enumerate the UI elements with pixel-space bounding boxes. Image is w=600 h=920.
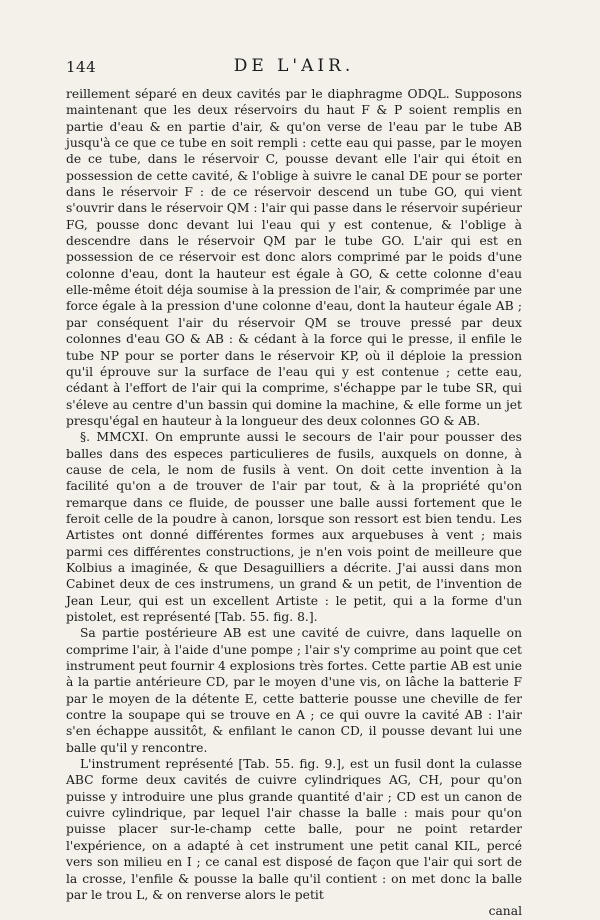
running-head: DE L'AIR.	[233, 56, 355, 76]
catchword: canal	[488, 904, 522, 919]
page-number: 144	[66, 58, 97, 76]
paragraph-continuation: reillement séparé en deux cavités par le diaphragme ODQL. Supposons maintenant que les deux réservoirs du haut F & P soient remplis en partie d'eau & en partie d'air, & qu'on verse de l'eau par le tube AB jusqu'à ce que ce tube en soit rempli : cette eau qui passe, par le moyen de ce tube, dans le réservoir C, pousse devant elle l'air qui étoit en possession de cette cavité, & l'oblige à suivre le canal DE pour se porter dans le réservoir F : de ce réservoir descend un tube GO, qui vient s'ouvrir dans le réservoir QM : l'air qui passe dans le réservoir supérieur FG, pousse donc devant lui l'eau qui y est contenue, & l'oblige à descendre dans le réservoir QM par le tube GO. L'air qui est en possession de ce réservoir est donc alors comprimé par le poids d'une colonne d'eau, dont la hauteur est égale à GO, & cette colonne d'eau elle-même étoit déja soumise à la pression de l'air, & comprimée par une force égale à la pression d'une colonne d'eau, dont la hauteur égale AB ; par conséquent l'air du réservoir QM se trouve pressé par deux colonnes d'eau GO & AB : & cédant à la force qui le presse, il enfile le tube NP pour se porter dans le réservoir KP, où il déploie la pression qu'il éprouve sur la surface de l'eau qui y est contenue ; cette eau, cédant à l'effort de l'air qui la comprime, s'échappe par le tube SR, qui s'éleve au centre d'un bassin qui domine la machine, & elle forme un jet presqu'égal en hauteur à la longueur des deux colonnes GO & AB.	[66, 87, 522, 428]
body-text	[66, 86, 522, 903]
page-header	[66, 58, 522, 84]
paragraph-pistol-description: Sa partie postérieure AB est une cavité de cuivre, dans laquelle on comprime l'air, à l'aide d'une pompe ; l'air s'y comprime au point que cet instrument peut fournir 4 explosions très fortes. Cette partie AB est unie à la partie antérieure CD, par le moyen d'une vis, on lâche la batterie F par le moyen de la détente E, cette batterie pousse une cheville de fer contre la soupape qui se trouve en A ; ce qui ouvre la cavité AB : l'air s'en échappe aussitôt, & enfilant le canon CD, il pousse devant lui une balle qu'il y rencontre.	[66, 626, 522, 755]
paragraph-section-mmcxi: §. MMCXI. On emprunte aussi le secours de l'air pour pousser des balles dans des especes particulieres de fusils, auxquels on donne, à cause de cela, le nom de fusils à vent. On doit cette invention à la facilité qu'on a de trouver de l'air par tout, & à la propriété qu'on remarque dans ce fluide, de pousser une balle aussi fortement que le feroit celle de la poudre à canon, lorsque son ressort est bien tendu. Les Artistes ont donné différentes formes aux arquebuses à vent ; mais parmi ces différentes constructions, je n'en vois point de meilleure que Kolbius a imaginée, & que Desaguilliers a décrite. J'ai aussi dans mon Cabinet deux de ces instrumens, un grand & un petit, de l'invention de Jean Leur, qui est un excellent Artiste : le petit, qui a la forme d'un pistolet, est représenté [Tab. 55. fig. 8.].	[66, 430, 522, 624]
paragraph-gun-description: L'instrument représenté [Tab. 55. fig. 9.], est un fusil dont la culasse ABC forme deux cavités de cuivre cylindriques AG, CH, pour qu'on puisse y introduire une plus grande quantité d'air ; CD est un canon de cuivre cylindrique, par lequel l'air chasse la balle : mais pour qu'on puisse placer sur-le-champ cette balle, pour ne point retarder l'expérience, on a adapté à cet instrument une petit canal KIL, percé vers son milieu en I ; ce canal est disposé de façon que l'air qui sort de la crosse, l'enfile & pousse la balle qu'il contient : on met donc la balle par le trou L, & on renverse alors le petit	[66, 757, 522, 902]
